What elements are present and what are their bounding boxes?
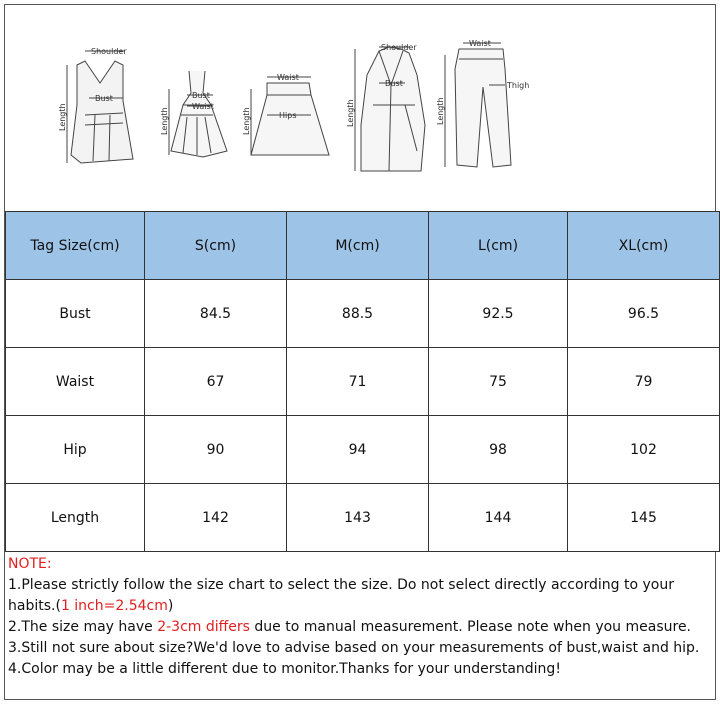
pants-garment-icon — [455, 49, 511, 167]
table-cell: 145 — [568, 484, 720, 552]
table-cell: 67 — [145, 348, 287, 416]
header-cell: L(cm) — [429, 212, 568, 280]
table-cell: 94 — [287, 416, 429, 484]
table-cell: 71 — [287, 348, 429, 416]
note-highlight: 1 inch=2.54cm — [60, 598, 168, 614]
note-line-2 — [8, 617, 714, 638]
notes-section — [8, 554, 714, 680]
svg-text:Waist: Waist — [192, 102, 214, 111]
row-label: Length — [6, 484, 145, 552]
notes-title: NOTE: — [8, 556, 52, 572]
svg-text:Waist: Waist — [469, 39, 491, 48]
note-text: 2.The size may have — [8, 619, 158, 635]
svg-text:Length: Length — [160, 107, 169, 135]
garment-drawings — [5, 5, 715, 211]
header-cell: Tag Size(cm) — [6, 212, 145, 280]
svg-text:Shoulder: Shoulder — [381, 43, 417, 52]
row-label: Hip — [6, 416, 145, 484]
table-row — [6, 416, 720, 484]
row-label: Bust — [6, 280, 145, 348]
note-line-1: 1.Please strictly follow the size chart to select the size. Do not select directly according to your — [8, 577, 674, 593]
svg-text:Length: Length — [436, 97, 445, 125]
table-row — [6, 484, 720, 552]
table-header-row — [6, 212, 720, 280]
svg-text:Length: Length — [242, 107, 251, 135]
table-cell: 88.5 — [287, 280, 429, 348]
dress-garment-icon — [171, 71, 227, 157]
note-line-1-cont — [8, 596, 714, 617]
coat-garment-icon — [361, 47, 425, 171]
svg-text:Length: Length — [58, 103, 67, 131]
svg-text:Bust: Bust — [192, 91, 210, 100]
top-garment-icon — [71, 61, 133, 163]
table-cell: 84.5 — [145, 280, 287, 348]
table-cell: 143 — [287, 484, 429, 552]
header-cell: S(cm) — [145, 212, 287, 280]
table-cell: 96.5 — [568, 280, 720, 348]
size-table — [5, 211, 720, 552]
table-cell: 75 — [429, 348, 568, 416]
svg-text:Thigh: Thigh — [507, 81, 530, 90]
table-row — [6, 280, 720, 348]
table-cell: 142 — [145, 484, 287, 552]
header-cell: M(cm) — [287, 212, 429, 280]
note-line-3: 3.Still not sure about size?We'd love to advise based on your measurements of bust,waist and hip. — [8, 640, 700, 656]
note-text: ) — [167, 598, 174, 614]
garment-illustrations — [5, 5, 715, 211]
svg-text:Length: Length — [346, 99, 355, 127]
table-cell: 92.5 — [429, 280, 568, 348]
table-cell: 90 — [145, 416, 287, 484]
note-text: habits.( — [8, 598, 61, 614]
svg-text:Bust: Bust — [385, 79, 403, 88]
svg-text:Waist: Waist — [277, 73, 299, 82]
svg-text:Shoulder: Shoulder — [91, 47, 127, 56]
table-row — [6, 348, 720, 416]
svg-text:Hips: Hips — [279, 111, 297, 120]
note-text: due to manual measurement. Please note when you measure. — [249, 619, 692, 635]
header-cell: XL(cm) — [568, 212, 720, 280]
table-cell: 102 — [568, 416, 720, 484]
table-cell: 79 — [568, 348, 720, 416]
note-highlight: 2-3cm differs — [157, 619, 250, 635]
table-cell: 98 — [429, 416, 568, 484]
table-cell: 144 — [429, 484, 568, 552]
svg-text:Bust: Bust — [95, 94, 113, 103]
row-label: Waist — [6, 348, 145, 416]
note-line-4: 4.Color may be a little different due to monitor.Thanks for your understanding! — [8, 661, 561, 677]
